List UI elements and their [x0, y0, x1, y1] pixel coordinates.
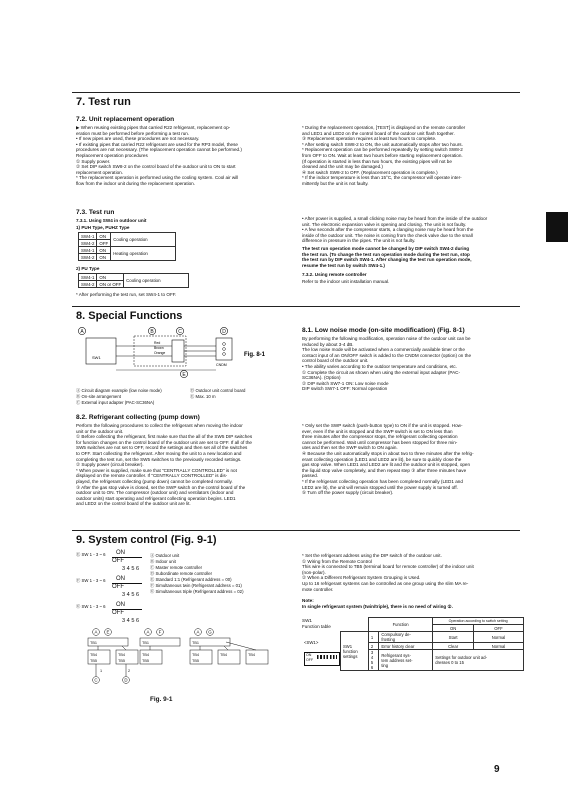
- table-cell: ON: [97, 233, 111, 240]
- section-7-3-1-heading: 7.3.1. Using SW4 in outdoor unit: [76, 218, 147, 223]
- table-row: [341, 650, 524, 671]
- sw1-tag: <SW1>: [304, 640, 319, 645]
- fig8-legend-a: Ⓐ Circuit diagram example (low noise mode): [76, 388, 162, 393]
- table-row: [79, 233, 176, 240]
- fig9-tb1-label: TB1: [142, 641, 149, 645]
- fig8-sw1-label: SW1: [92, 355, 101, 360]
- fig9-tb1-label: TB1: [90, 641, 97, 645]
- table-header: OFF: [473, 625, 523, 632]
- table-cell: Refrigerant sys- tem address set- ting: [379, 650, 433, 671]
- fig8-wire-orange: Orange: [154, 351, 166, 355]
- table-cell: Cooling operation: [124, 274, 189, 288]
- section-7-title: 7. Test run: [76, 96, 131, 108]
- fig-9-1-wiring-diagram: [86, 628, 286, 690]
- switch-numbers: 3 4 5 6: [122, 592, 140, 598]
- fig8-label-a: A: [80, 328, 84, 335]
- fig9-legend-b: Ⓑ Indoor unit: [150, 559, 176, 564]
- table-cell: 1: [368, 632, 378, 643]
- switch-numbers: 3 4 5 6: [122, 618, 140, 624]
- fig9-legend-a: Ⓐ Outdoor unit: [150, 553, 180, 558]
- switch-line: [112, 557, 142, 558]
- section-7-3-heading: 7.3. Test run: [76, 209, 115, 216]
- switch-on-label: ON: [116, 576, 125, 582]
- fig8-cndm-label: CNDM: [216, 363, 227, 367]
- table-cell: Compulsory de- frosting: [379, 632, 433, 643]
- sw1-function-table-title: SW1 Function table: [302, 618, 331, 629]
- fig8-wire-brown: Brown: [154, 346, 164, 350]
- section-8-2-right-text: * Only set the SWP switch (push-button type) to ON if the unit is stopped. How- ever, even if the unit is stopped and the SWP switch is set to ON less than three minutes after the compressor stops, the refrigerant collecting operation cannot be performed. Wait until compressor has been stopped for three min- utes and then set the SWP switch to ON again. ④ Because the unit automatically stops in about two to three minutes after the refrig- erant collecting operation (LED1 and LED2 are lit), be sure to quickly close the gas stop valve. When LED1 and LED2 are lit and the outdoor unit is stopped, open the liquid stop valve completely, and then repeat step ③ after three minutes have passed. * If the refrigerant collecting operation has been completed normally (LED1 and LED2 are lit), the unit will remain stopped until the power supply is turned off. ⑤ Turn off the power supply (circuit breaker).: [302, 423, 474, 496]
- table-row: [79, 274, 189, 281]
- table-cell: SW4-2: [79, 281, 97, 288]
- section-rule-9: [72, 530, 520, 531]
- fig9-marker-f: F: [158, 629, 162, 635]
- section-7-2-left-text: ▶ When reusing existing pipes that carried R22 refrigerant, replacement op- eration must be performed before performing a test run. • If new pipes are used, these procedures are not necessary. • If existing pipes that carried R22 refrigerant are used for the RP3 model, these procedures are not necessary. (The replacement operation cannot be performed.) Replacement operation procedures ① Supply power. ② Set DIP switch SW8-2 on the control board of the outdoor unit to ON to start replacement operation. * The replacement operation is performed using the cooling system. Cool air will flow from the indoor unit during the replacement operation.: [76, 125, 242, 186]
- dip-on-label: ON: [306, 653, 312, 657]
- section-rule-8: [72, 306, 520, 307]
- dip-off-label: OFF: [306, 658, 314, 662]
- fig8-label-d: D: [222, 328, 226, 335]
- table-row: [341, 643, 524, 650]
- table-cell: SW4-1: [79, 247, 97, 254]
- switch-row-label: Ⓖ SW 1 - 3 ~ 6: [76, 604, 106, 609]
- fig8-wire-red: Red: [154, 341, 161, 345]
- table-row: [79, 247, 176, 254]
- fig9-tb4-label: TB4: [118, 653, 125, 657]
- table-cell: Clear: [433, 643, 474, 650]
- switch-line: [112, 609, 142, 610]
- fig8-legend-e: Ⓔ Max. 10 m: [190, 394, 216, 399]
- fig9-legend-g: Ⓖ Simultaneous triple (Refrigerant address = 02): [150, 589, 244, 594]
- fig8-legend-c: Ⓒ External input adapter (PAC-SC36NA): [76, 400, 155, 405]
- section-rule-7: [72, 92, 520, 93]
- section-9-right-text: * Set the refrigerant address using the DIP switch of the outdoor unit. ① Wiring from the Remote Control This wire is connected to TB5 (terminal board for remote controller) of the indoor unit (non-polar). ② When a Different Refrigerant System Grouping is Used. Up to 16 refrigerant systems can be controlled as one group using the slim MA re- mote controller.: [302, 553, 474, 592]
- section-7-2-heading: 7.2. Unit replacement operation: [76, 116, 175, 123]
- fig8-label-b: B: [150, 328, 154, 335]
- table-cell: 3 4 5 6: [368, 650, 378, 671]
- table-row: [341, 632, 524, 643]
- fig9-legend-d: Ⓓ Subordinate remote controller: [150, 571, 213, 576]
- pu-type-label: 2) PU Type: [76, 266, 100, 271]
- fig9-marker-e: E: [106, 629, 110, 635]
- fig8-legend-d: Ⓓ Outdoor unit control board: [190, 388, 246, 393]
- fig9-tb5-label: TB5: [90, 659, 97, 663]
- table-cell: SW4-2: [79, 254, 97, 261]
- table-cell: Normal: [473, 643, 523, 650]
- table-header: ON: [433, 625, 474, 632]
- fig9-marker-a: A: [146, 629, 150, 635]
- table-cell: SW4-1: [79, 233, 97, 240]
- fig9-marker-d: D: [124, 677, 128, 683]
- fig8-label-e: E: [182, 371, 186, 378]
- fig-8-1-diagram: [76, 326, 298, 386]
- section-8-2-heading: 8.2. Refrigerant collecting (pump down): [76, 414, 200, 421]
- table-cell: SW1 function settings: [341, 632, 369, 671]
- section-7-3-2-heading: 7.3.2. Using remote controller: [302, 272, 367, 277]
- fig9-tb5-label: TB5: [118, 659, 125, 663]
- fig8-label-c: C: [178, 328, 182, 335]
- table-cell: Start: [433, 632, 474, 643]
- switch-on-label: ON: [116, 550, 125, 556]
- switch-row-label: Ⓕ SW 1 - 3 ~ 6: [76, 578, 106, 583]
- fig9-tb4-label: TB4: [142, 653, 149, 657]
- table-cell: [341, 618, 369, 632]
- table-cell: OFF: [97, 240, 111, 247]
- section-8-1-heading: 8.1. Low noise mode (on-site modification) (Fig. 8-1): [302, 327, 465, 334]
- table-cell: SW4-2: [79, 240, 97, 247]
- fig9-legend-c: Ⓒ Master remote controller: [150, 565, 203, 570]
- dip-switch-bank: [317, 655, 337, 659]
- sw1-dip-switch-graphic: [304, 652, 340, 666]
- table-cell: ON: [97, 247, 111, 254]
- fig9-tb4-label: TB4: [248, 653, 255, 657]
- fig-9-1-caption: Fig. 9-1: [150, 696, 173, 703]
- fig9-tb4-label: TB4: [90, 653, 97, 657]
- table-cell: Cooling operation: [111, 233, 176, 247]
- fig9-marker-c: C: [94, 677, 98, 683]
- table-cell: Heating operation: [111, 247, 176, 261]
- fig9-marker-a: A: [196, 629, 200, 635]
- puh-type-label: 1) PUH Type, PUHZ Type: [76, 225, 130, 230]
- section-8-2-left-text: Perform the following procedures to collect the refrigerant when moving the indoor unit or the outdoor unit. ① Before collecting the refrigerant, first make sure that the all of the SW5 DIP switches for function changes on the control board of the outdoor unit are set to OFF. If all of the SW5 switches are not set to OFF, record the settings and then set all of the switches to OFF. Start collecting the refrigerant. After moving the unit to a new location and completing the test run, set the SW5 switches to the previously recorded settings. ② Supply power (circuit breaker). * When power is supplied, make sure that "CENTRALLY CONTROLLED" is not displayed on the remote controller. If "CENTRALLY CONTROLLED" is dis- played, the refrigerant collecting (pump down) cannot be completed normally. ③ After the gas stop valve is closed, set the SWP switch on the control board of the outdoor unit to ON. The compressor (outdoor unit) and ventilators (indoor and outdoor units) start operating and refrigerant collecting operation begins. LED1 and LED2 on the control board of the outdoor unit are lit.: [76, 423, 253, 507]
- fig8-legend-b: Ⓑ On-site arrangement: [76, 394, 121, 399]
- section-7-2-right-text: * During the replacement operation, [TEST] is displayed on the remote controller and LED1 and LED2 on the control board of the outdoor unit flash together. ③ Replacement operation requires at least two hours to complete. * After setting switch SW8-2 to ON, the unit automatically stops after two hours. * Replacement operation can be performed repeatedly by setting switch SW8-2 from OFF to ON. Wait at least two hours before starting replacement operation. (If operation is started in less than two hours, the existing pipes will not be cleaned and the unit may be damaged.) ④ Set switch SW8-2 to OFF. (Replacement operation is complete.) * If the indoor temperature is less than 15°C, the compressor will operate inter- mittently but the unit is not faulty.: [302, 125, 466, 186]
- fig8-caption: Fig. 8-1: [244, 352, 266, 358]
- table-cell: ON: [97, 274, 124, 281]
- section-8-title: 8. Special Functions: [76, 310, 183, 322]
- section-7-3-2-text: Refer to the indoor unit installation manual.: [302, 279, 390, 284]
- fig9-tb1-label: TB1: [192, 641, 199, 645]
- section-7-3-right-text: • After power is supplied, a small clicking noise may be heard from the inside of the outdoor unit. The electronic expansion valve is opening and closing. The unit is not faulty. • A few seconds after the compressor starts, a clanging noise may be heard from the inside of the outdoor unit. The noise is coming from the check valve due to the small difference in pressure in the pipes. The unit is not faulty.: [302, 216, 488, 244]
- table-cell: SW4-1: [79, 274, 97, 281]
- sw4-table-puh: [78, 232, 176, 261]
- switch-on-label: ON: [116, 602, 125, 608]
- table-cell: Normal: [473, 632, 523, 643]
- page-tab-marker: [546, 212, 568, 242]
- fig9-marker-a: A: [94, 629, 98, 635]
- table-cell: 2: [368, 643, 378, 650]
- table-header: Operation according to switch setting: [433, 618, 524, 625]
- sw1-function-table: [340, 617, 524, 671]
- switch-row-label: Ⓔ SW 1 - 3 ~ 6: [76, 552, 106, 557]
- table-cell: ON or OFF: [97, 281, 124, 288]
- fig9-tb5-label: TB5: [192, 659, 199, 663]
- section-9-title: 9. System control (Fig. 9-1): [76, 534, 217, 546]
- table-cell: Error history clear: [379, 643, 433, 650]
- section-7-3-bold-note: The test run operation mode cannot be changed by DIP switch SW4-2 during the test run. (To change the test run operation mode during the test run, stop the test run by DIP switch SW4-1. After changing the test run operation mode, resume the test run by switch SW4-1.): [302, 246, 472, 268]
- table-header: Function: [368, 618, 432, 632]
- sw4-table-pu: [78, 273, 189, 288]
- fig9-tb4-label: TB4: [220, 653, 227, 657]
- fig9-legend-f: Ⓕ Simultaneous twin (Refrigerant address = 01): [150, 583, 242, 588]
- switch-off-label: OFF: [112, 558, 124, 564]
- page-number: 9: [494, 764, 500, 775]
- switch-off-label: OFF: [112, 610, 124, 616]
- table-row: [341, 618, 524, 625]
- after-test-run-note: * After performing the test run, set SW4-1 to OFF.: [76, 292, 177, 297]
- switch-line: [112, 583, 142, 584]
- switch-off-label: OFF: [112, 584, 124, 590]
- section-8-1-text: By performing the following modification, operation noise of the outdoor unit can be reduced by about 3-4 dB. The low noise mode will be activated when a commercially available timer or the contact input of an ON/OFF switch is added to the CNDM connector (option) on the control board of the outdoor unit. • The ability varies according to the outdoor temperature and conditions, etc. ① Complete the circuit as shown when using the external input adapter (PAC- SC36NA). (Option) ② DIP switch SW7-1 ON: Low noise mode DIP switch SW7-1 OFF: Normal operation: [302, 336, 472, 392]
- note-text: In single refrigerant system (twin/triple), there is no need of wiring ②.: [302, 604, 453, 609]
- fig9-wire-number: 1: [100, 669, 103, 673]
- fig9-legend-e: Ⓔ Standard 1:1 (Refrigerant address = 00): [150, 577, 232, 582]
- switch-numbers: 3 4 5 6: [122, 566, 140, 572]
- table-cell: ON: [97, 254, 111, 261]
- fig9-tb4-label: TB4: [192, 653, 199, 657]
- fig9-marker-g: G: [208, 629, 212, 635]
- fig9-wire-number: 2: [128, 669, 131, 673]
- table-cell: Settings for outdoor unit ad- dresses 0 to 15: [433, 650, 524, 671]
- fig9-tb5-label: TB5: [142, 659, 149, 663]
- note-label: Note:: [302, 598, 314, 603]
